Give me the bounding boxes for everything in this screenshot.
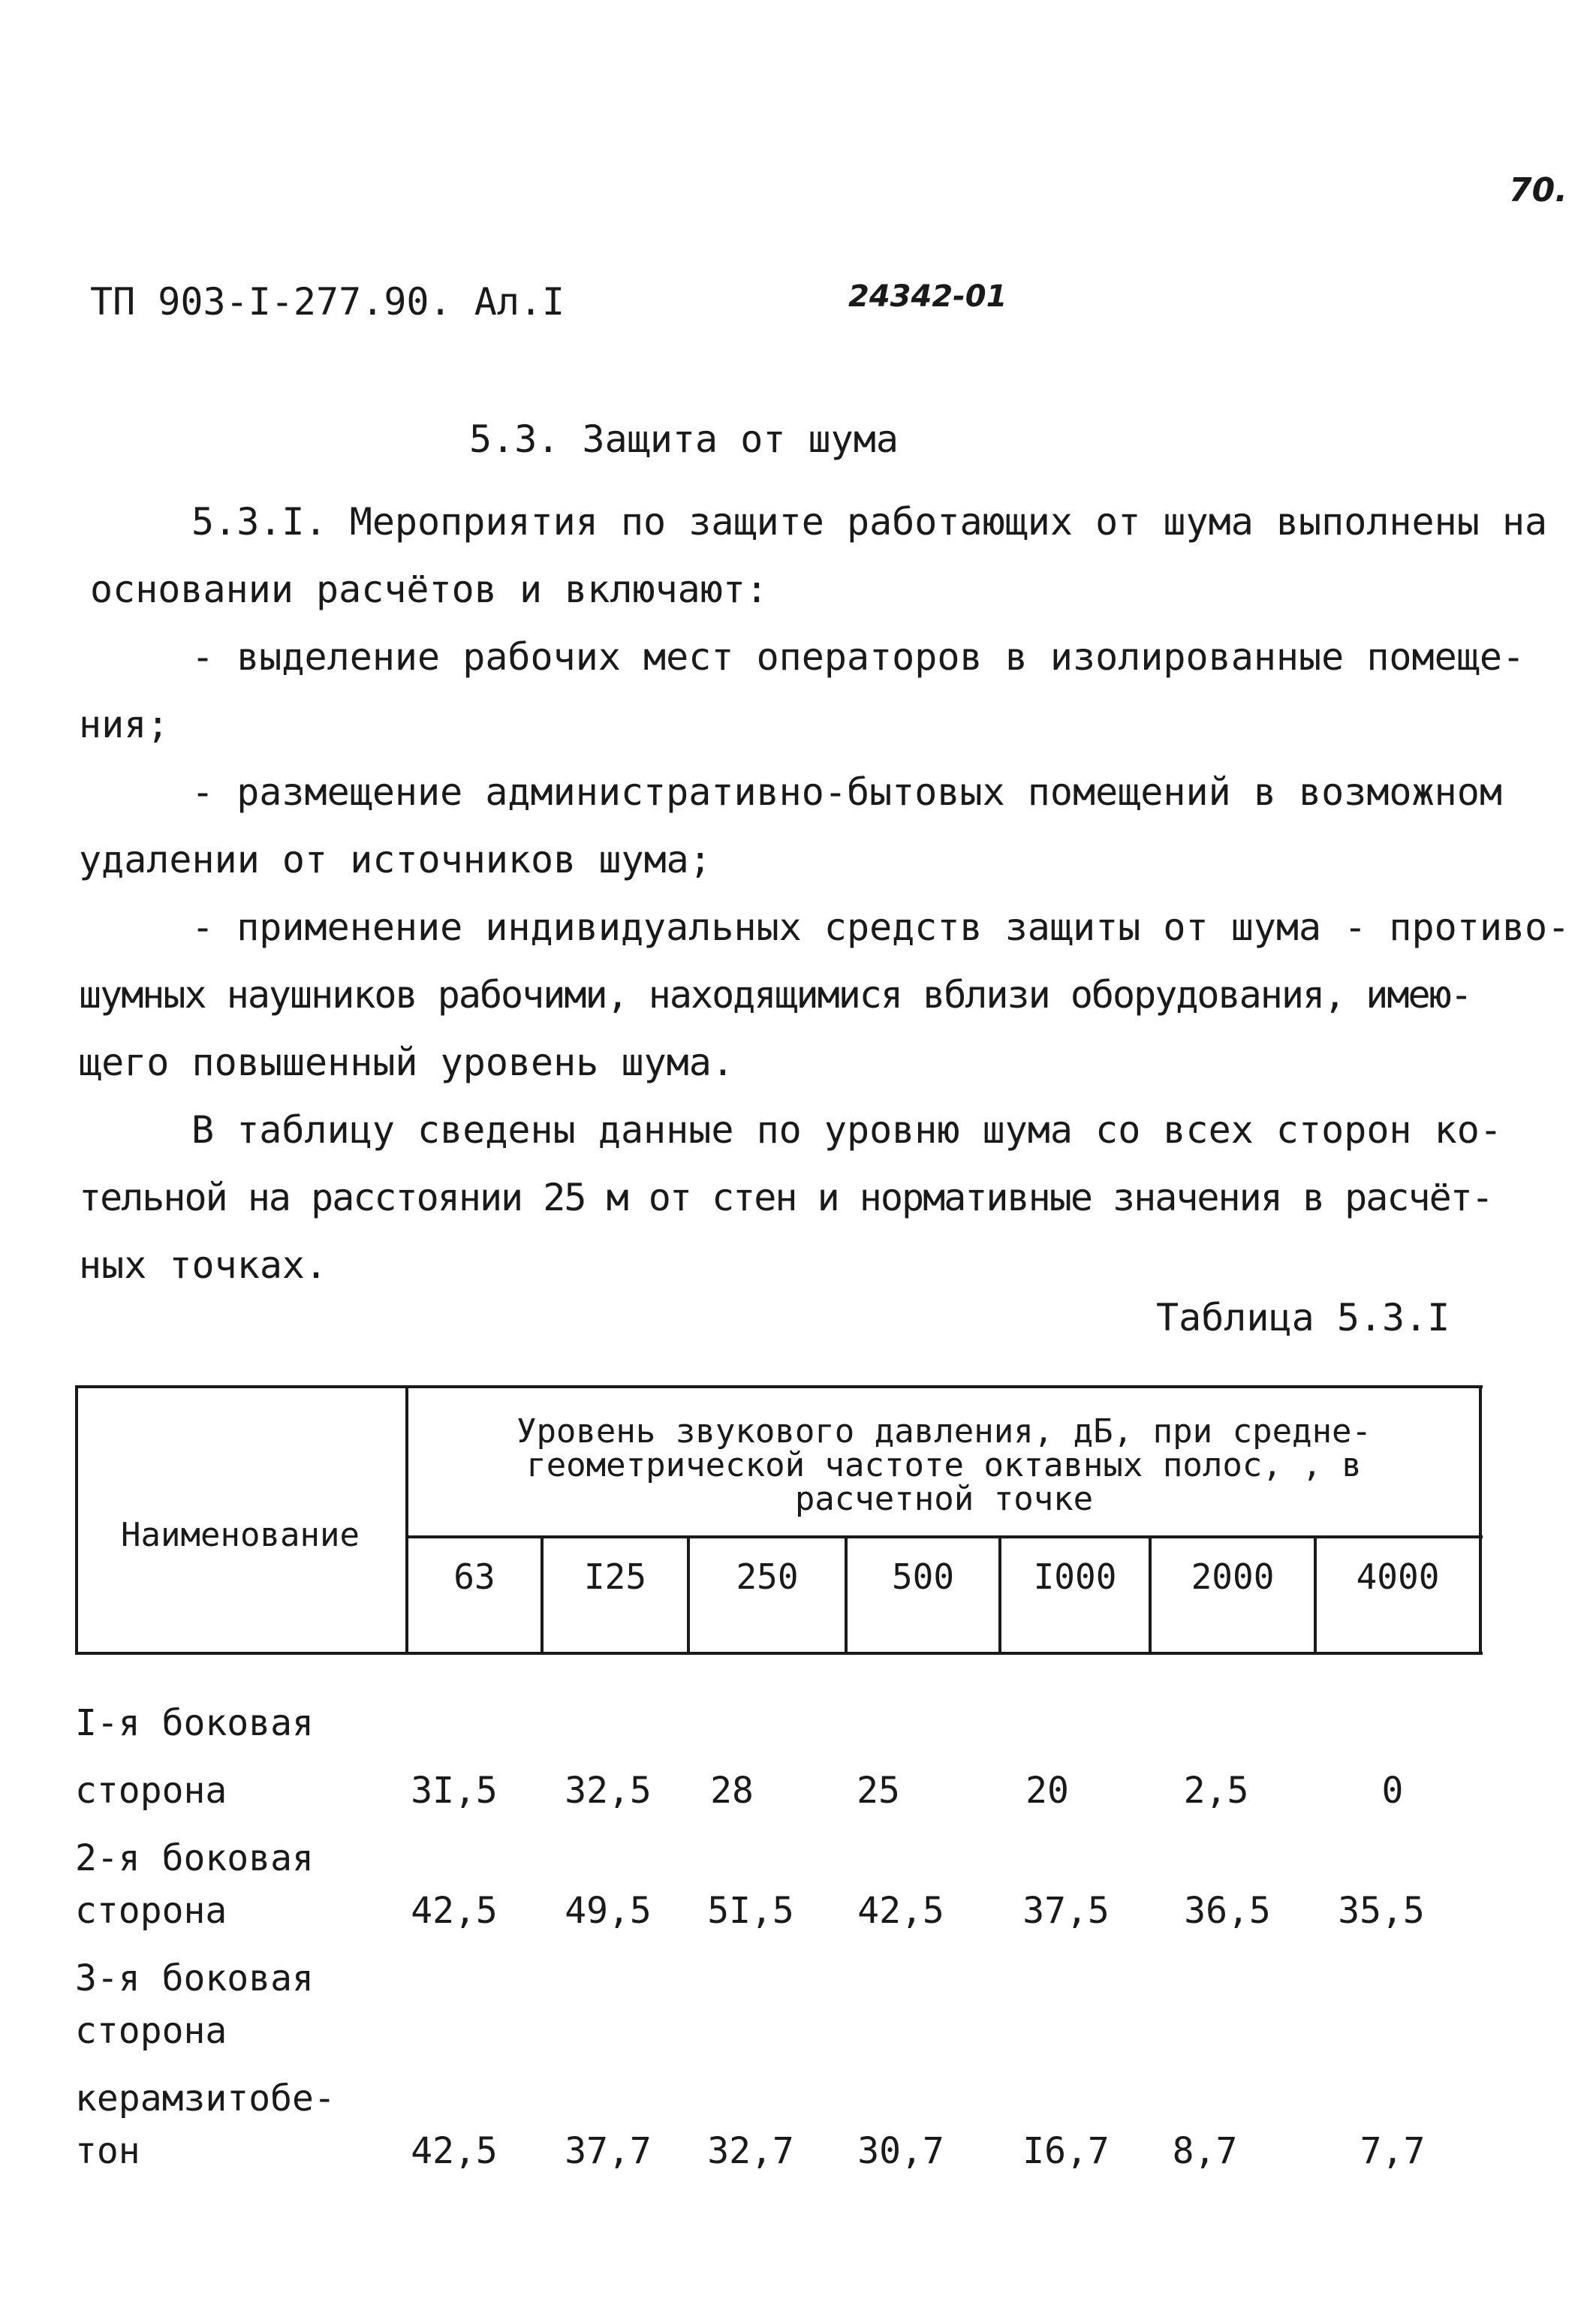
paragraph-line: шумных наушников рабочими, находящимися вблизи оборудования, имею- [79, 973, 1471, 1017]
paragraph-line: В таблицу сведены данные по уровню шума со всех сторон ко- [191, 1108, 1502, 1152]
paragraph-line: - размещение административно-бытовых помещений в возможном [191, 770, 1502, 814]
table-cell: 42,5 [857, 1890, 944, 1932]
row-name-line: 3-я боковая [75, 1957, 314, 1999]
paragraph-line: 5.3.I. Мероприятия по защите работающих от шума выполнены на [191, 500, 1548, 544]
row-name-line: тон [75, 2130, 140, 2172]
handwritten-inventory-number: 24342-01 [848, 279, 1007, 314]
left-border [75, 1385, 78, 1655]
table-cell: 0 [1381, 1770, 1404, 1812]
table-cell: 28 [710, 1770, 754, 1812]
row-name-line: 2-я боковая [75, 1837, 314, 1879]
row-name-line: сторона [75, 2010, 227, 2052]
column-header-4000: 4000 [1356, 1556, 1440, 1597]
document-code: ТП 903-I-277.90. Ал.I [90, 280, 565, 324]
row-name-line: сторона [75, 1770, 227, 1812]
table-cell: 7,7 [1360, 2130, 1426, 2172]
column-header-63: 63 [453, 1556, 495, 1597]
table-cell: 42,5 [411, 2130, 498, 2172]
row-name-line: керамзитобе- [75, 2078, 336, 2120]
table-cell: 37,7 [565, 2130, 652, 2172]
paragraph-line: удалении от источников шума; [79, 838, 712, 881]
table-cell: 30,7 [857, 2130, 944, 2172]
table-cell: 32,7 [707, 2130, 794, 2172]
table-top-border [75, 1385, 1483, 1388]
table-cell: 42,5 [411, 1890, 498, 1932]
table-cell: 36,5 [1184, 1890, 1271, 1932]
paragraph-line: - выделение рабочих мест операторов в изолированные помеще- [191, 635, 1525, 679]
paragraph-line: тельной на расстоянии 25 м от стен и нормативные значения в расчёт- [79, 1176, 1492, 1219]
column-header-500: 500 [891, 1556, 955, 1597]
column-header-1000: I000 [1033, 1556, 1117, 1597]
group-header-line: Уровень звукового давления, дБ, при средне- [516, 1412, 1372, 1451]
table-header-bottom-border [75, 1652, 1483, 1655]
row-name-line: I-я боковая [75, 1702, 314, 1744]
paragraph-line: основании расчётов и включают: [90, 568, 769, 611]
section-title: 5.3. Защита от шума [469, 417, 899, 461]
paragraph-line: ных точках. [79, 1243, 328, 1287]
page-number: 70. [1509, 171, 1567, 209]
table-cell: 35,5 [1338, 1890, 1425, 1932]
paragraph-line: - применение индивидуальных средств защиты от шума - противо- [191, 905, 1570, 949]
table-cell: 25 [857, 1770, 900, 1812]
table-cell: 5I,5 [707, 1890, 794, 1932]
name-column-divider [405, 1385, 408, 1655]
name-column-header: Наименование [121, 1516, 360, 1554]
table-cell: I6,7 [1022, 2130, 1110, 2172]
group-header-line: геометрической частоте октавных полос, , в [526, 1446, 1362, 1484]
row-name-line: сторона [75, 1890, 227, 1932]
table-caption: Таблица 5.3.I [1156, 1296, 1450, 1339]
group-header-line: расчетной точке [794, 1480, 1094, 1518]
group-header-divider [405, 1535, 1483, 1538]
right-border [1479, 1385, 1482, 1655]
table-cell: 20 [1025, 1770, 1069, 1812]
column-header-250: 250 [736, 1556, 799, 1597]
table-cell: 3I,5 [411, 1770, 498, 1812]
table-cell: 32,5 [565, 1770, 652, 1812]
paragraph-line: щего повышенный уровень шума. [79, 1041, 734, 1084]
paragraph-line: ния; [79, 703, 170, 746]
column-header-125: I25 [583, 1556, 647, 1597]
table-cell: 8,7 [1172, 2130, 1238, 2172]
table-cell: 49,5 [565, 1890, 652, 1932]
table-cell: 37,5 [1022, 1890, 1110, 1932]
table-cell: 2,5 [1183, 1770, 1249, 1812]
column-header-2000: 2000 [1191, 1556, 1275, 1597]
